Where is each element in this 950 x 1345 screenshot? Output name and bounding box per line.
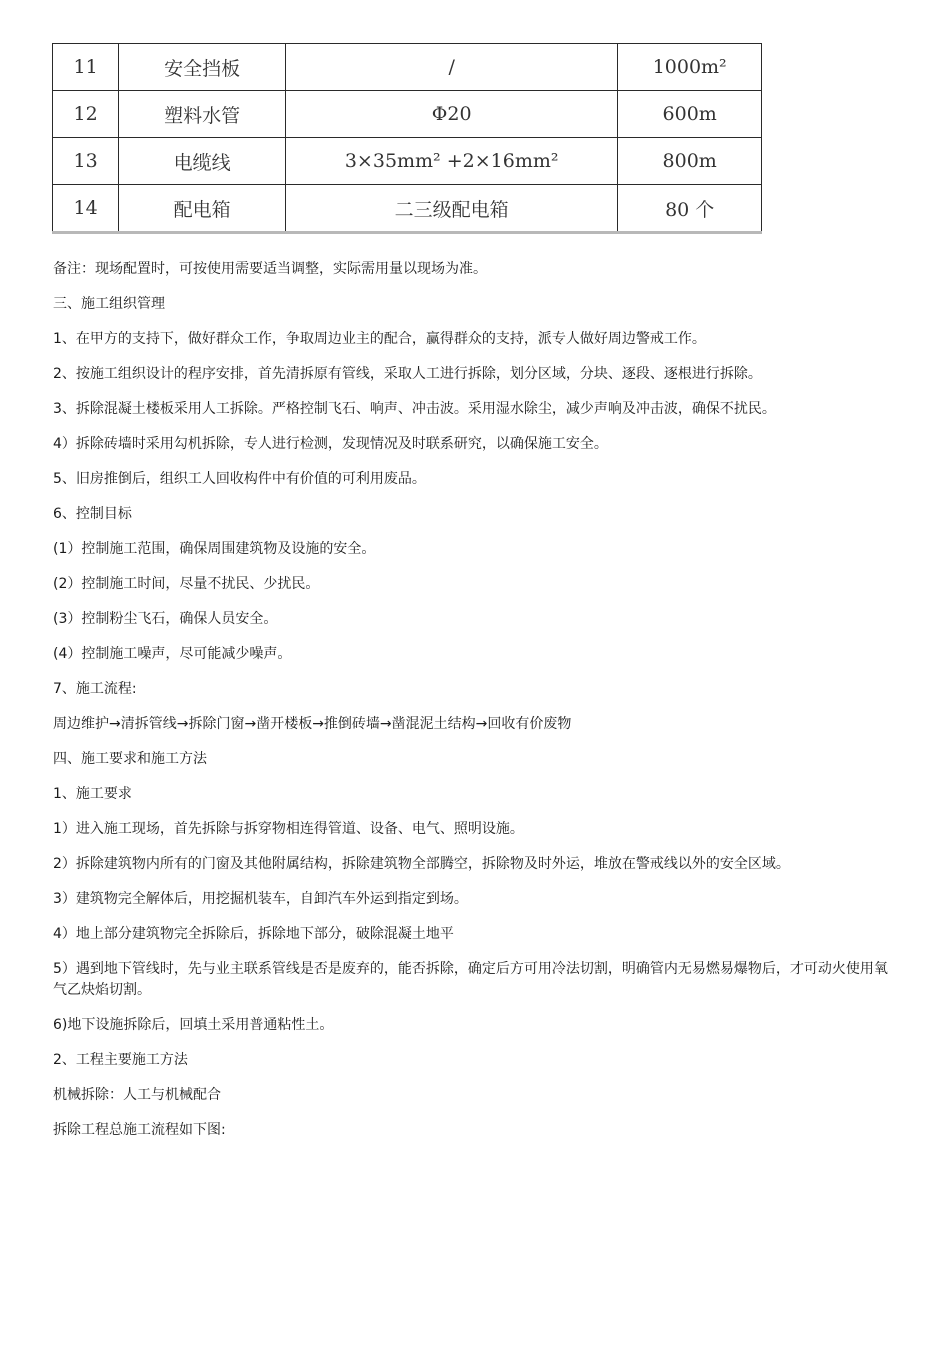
row-number: 14 xyxy=(53,185,119,233)
paragraph: 5、旧房推倒后，组织工人回收构件中有价值的可利用废品。 xyxy=(53,471,426,487)
paragraph: 4）拆除砖墙时采用勾机拆除，专人进行检测，发现情况及时联系研究，以确保施工安全。 xyxy=(53,436,608,452)
item-quantity: 800m xyxy=(618,138,762,185)
item-quantity: 1000m² xyxy=(618,44,762,91)
paragraph: 机械拆除：人工与机械配合 xyxy=(53,1087,221,1103)
row-number: 13 xyxy=(53,138,119,185)
paragraph: 3、拆除混凝土楼板采用人工拆除。严格控制飞石、响声、冲击波。采用湿水除尘，减少声响及冲击波，确保不扰民。 xyxy=(53,401,776,417)
item-quantity: 80 个 xyxy=(618,185,762,233)
subsection-heading: 2、工程主要施工方法 xyxy=(53,1052,188,1068)
subsection-heading: 7、施工流程: xyxy=(53,681,137,697)
list-item: (3）控制粉尘飞石，确保人员安全。 xyxy=(53,611,278,627)
row-number: 12 xyxy=(53,91,119,138)
list-item: 6)地下设施拆除后，回填土采用普通粘性土。 xyxy=(53,1017,334,1033)
list-item: 1）进入施工现场，首先拆除与拆穿物相连得管道、设备、电气、照明设施。 xyxy=(53,821,524,837)
equipment-table xyxy=(52,43,762,234)
item-spec: 二三级配电箱 xyxy=(285,185,617,233)
table-row xyxy=(53,185,762,233)
paragraph: 1、在甲方的支持下，做好群众工作，争取周边业主的配合，赢得群众的支持，派专人做好周边警戒工作。 xyxy=(53,331,706,347)
list-item: (4）控制施工噪声，尽可能减少噪声。 xyxy=(53,646,292,662)
table-row xyxy=(53,91,762,138)
paragraph: 2、按施工组织设计的程序安排，首先清拆原有管线，采取人工进行拆除，划分区域，分块、逐段、逐根进行拆除。 xyxy=(53,366,762,382)
list-item: (2）控制施工时间，尽量不扰民、少扰民。 xyxy=(53,576,320,592)
section-heading: 三、施工组织管理 xyxy=(53,296,165,312)
table-row xyxy=(53,138,762,185)
list-item: (1）控制施工范围，确保周围建筑物及设施的安全。 xyxy=(53,541,376,557)
table-row xyxy=(53,44,762,91)
item-spec: 3×35mm² +2×16mm² xyxy=(285,138,617,185)
item-quantity: 600m xyxy=(618,91,762,138)
process-flow: 周边维护→清拆管线→拆除门窗→凿开楼板→推倒砖墙→凿混泥土结构→回收有价废物 xyxy=(53,716,572,732)
item-name: 安全挡板 xyxy=(119,44,286,91)
item-spec: Φ20 xyxy=(285,91,617,138)
section-heading: 四、施工要求和施工方法 xyxy=(53,751,207,767)
document-body xyxy=(53,259,898,1141)
subsection-heading: 6、控制目标 xyxy=(53,506,132,522)
item-spec: / xyxy=(285,44,617,91)
item-name: 配电箱 xyxy=(119,185,286,233)
list-item: 2）拆除建筑物内所有的门窗及其他附属结构，拆除建筑物全部腾空，拆除物及时外运，堆放在警戒线以外的安全区域。 xyxy=(53,856,790,872)
subsection-heading: 1、施工要求 xyxy=(53,786,132,802)
list-item: 4）地上部分建筑物完全拆除后，拆除地下部分，破除混凝土地平 xyxy=(53,926,454,942)
item-name: 电缆线 xyxy=(119,138,286,185)
row-number: 11 xyxy=(53,44,119,91)
list-item: 3）建筑物完全解体后，用挖掘机装车，自卸汽车外运到指定到场。 xyxy=(53,891,468,907)
paragraph: 拆除工程总施工流程如下图: xyxy=(53,1122,226,1138)
remark-note: 备注：现场配置时，可按使用需要适当调整，实际需用量以现场为准。 xyxy=(53,261,487,277)
item-name: 塑料水管 xyxy=(119,91,286,138)
list-item: 5）遇到地下管线时，先与业主联系管线是否是废弃的，能否拆除，确定后方可用冷法切割，明确管内无易燃易爆物后，才可动火使用氧气乙炔焰切割。 xyxy=(53,961,888,998)
